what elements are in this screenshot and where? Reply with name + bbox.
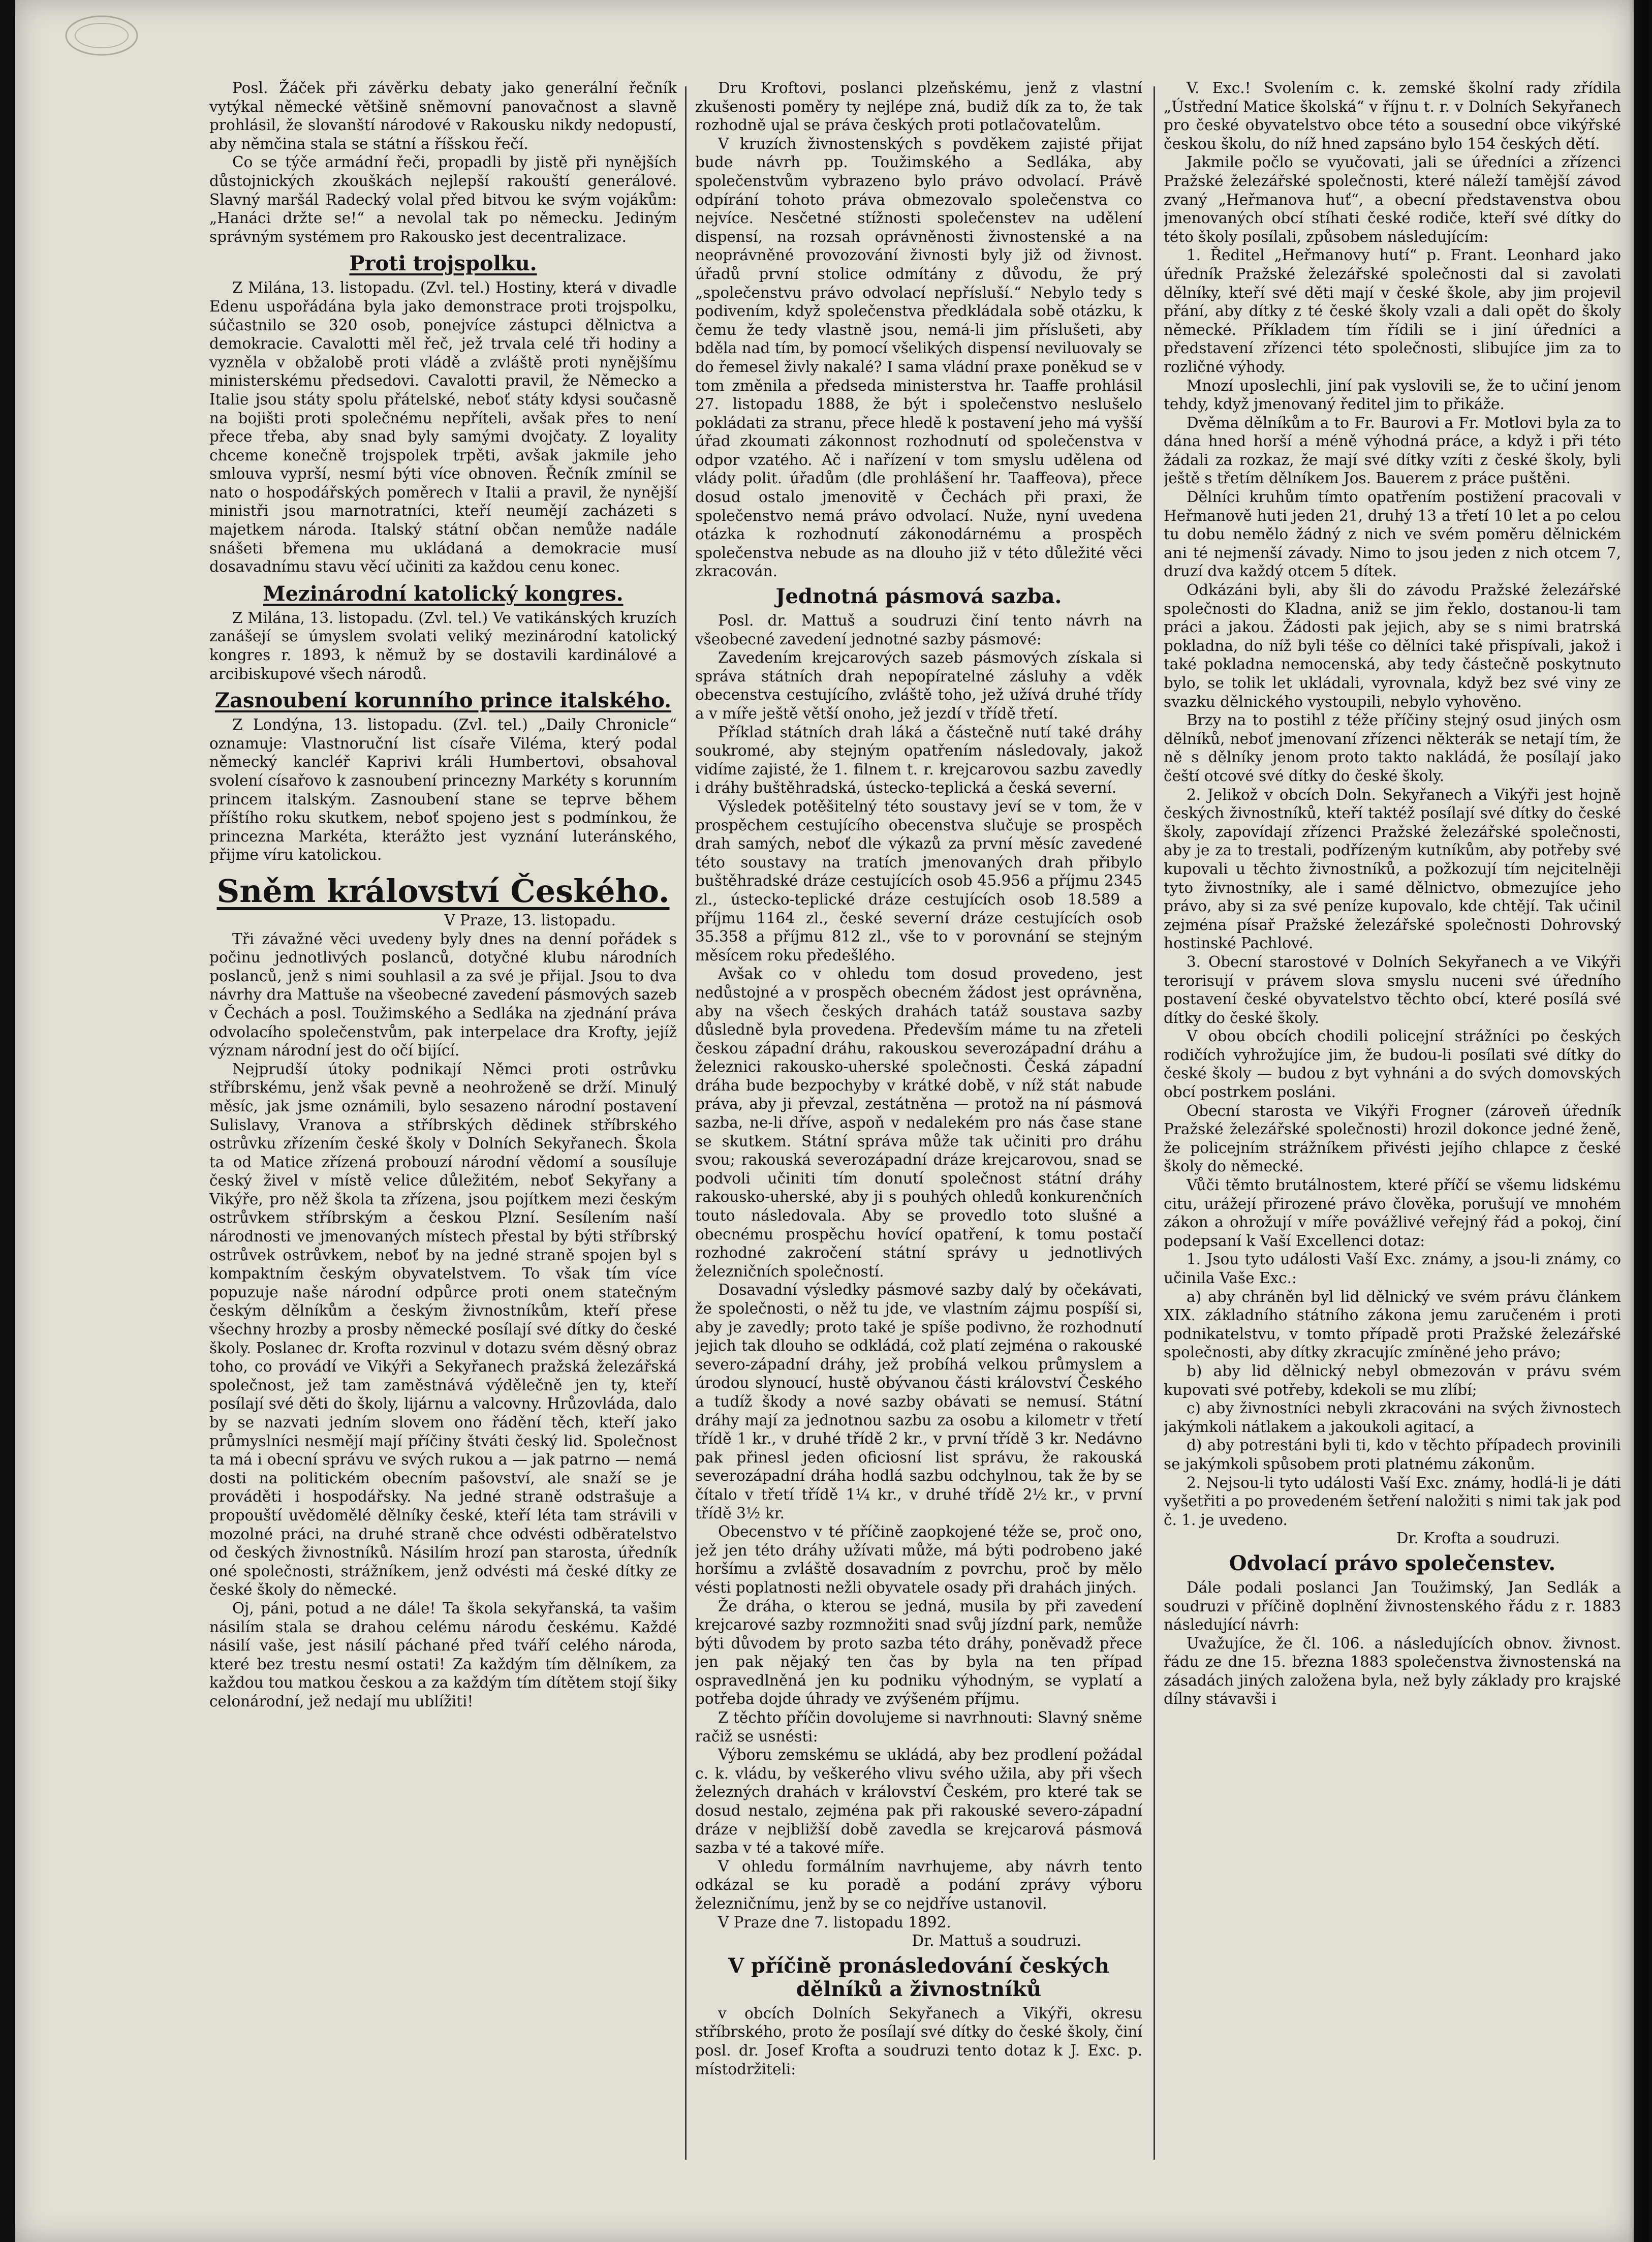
paragraph: Z Londýna, 13. listopadu. (Zvl. tel.) „Daily Chronicle“ oznamuje: Vlastnoruční list císaře Viléma, který podal německý kancléř Kaprivi králi Humbertovi, obsahoval svolení císařovo k zasnoubení princezny Markéty s korunním princem italským. Zasnoubení stane se teprve během příštího roku skutkem, neboť spojeno jest s podmínkou, že princezna Markéta, kterážto jest vyznání luteránského, přijme víru katolickou.	[209, 716, 677, 864]
column-rule-2	[1154, 86, 1155, 2160]
paragraph: Nejprudší útoky podnikají Němci proti ostrůvku stříbrskému, jenž však pevně a neohroženě se drží. Minulý měsíc, jak jsme oznámili, bylo sesazeno národní postavení Sulislavy, Vranova a stříbrských dědinek stříbrského ostrůvku zřízením české školy v Dolních Sekyřanech. Škola ta od Matice zřízená probouzí národní vědomí a sousíluje český živel v místě velice důležitém, neboť Sekyřany a Vikýře, pro něž škola ta zřízena, jsou pojítkem mezi českým ostrůvkem stříbrským a českou Plzní. Sesílením naší národnosti ve jmenovaných místech přestal by býti stříbrský ostrůvek ostrůvkem, neboť by na jedné straně spojen byl s kompaktním českým obyvatelstvem. To však tím více popuzuje naše národní odpůrce proti onem statečným českým dělníkům a českým živnostníkům, kteří přese všechny hrozby a prosby německé posílají své dítky do české školy. Poslanec dr. Krofta rozvinul v dotazu svém děsný obraz toho, co provádí ve Vikýři a Sekyřanech pražská železářská společnost, jež tam zaměstnává výdělečně jen ty, kteří posílají své děti do školy, lijárnu a valcovny. Hrůzovláda, dalo by se nazvati jedním slovem ono řádění těch, kteří jako průmyslníci nesmějí mají příčiny štváti český lid. Společnost ta má i obecní správu ve svých rukou a — jak patrno — nemá dosti na politickém obecním pašovství, ale snaží se je prováděti i hospodářsky. Na jedné straně odstrašuje a propouští uvědomělé dělníky české, kteří léta tam strávili v mozolné práci, na druhé straně chce odvésti odběratelstvo od českých živnostníků. Násilím hrozí pan starosta, úředník oné společnosti, strážníkem, jenž odvésti má české dítky ze české školy do německé.	[209, 1060, 677, 1599]
page-edge-shadow	[1629, 0, 1649, 2242]
paragraph: Zavedením krejcarových sazeb pásmových získala si správa státních drah nepopíratelné zásluhy a vděk obecenstva cestujícího, zvláště toho, jež užívá druhé třídy a v míře ještě větší onoho, jež jezdí v třídě třetí.	[695, 649, 1142, 722]
paragraph: Výsledek potěšitelný této soustavy jeví se v tom, že v prospěchem cestujícího obecenstva slučuje se prospěch drah samých, neboť dle výkazů za první měsíc zavedené této soustavy na tratích jmenovaných drah přibylo buštěhradské dráze cestujících osob 45.956 a příjmu 2345 zl., ústecko-teplické dráze cestujících osob 18.589 a příjmu 1164 zl., české severní dráze cestujících osob 35.358 a příjmu 812 zl., vše to v porovnání se stejným měsícem roku předešlého.	[695, 797, 1142, 964]
paragraph: Uvažujíce, že čl. 106. a následujících obnov. živnost. řádu ze dne 15. března 1883 společenstva živnostenská na zásadách jiných založena byla, než byly základy pro krajské dílny stávavši i	[1164, 1634, 1621, 1708]
paragraph: 2. Nejsou-li tyto události Vaší Exc. známy, hodlá-li je dáti vyšetřiti a po provedeném šetření naložiti s nimi tak jak pod č. 1. je uvedeno.	[1164, 1474, 1621, 1529]
paragraph: Obecenstvo v té příčině zaopkojené téže se, proč ono, jež jen této dráhy užívati může, má býti podrobeno jaké horšímu a zvláště dosavadním z povrchu, proč by mělo vésti poplatnosti nežli obyvatele osady při drahách jiných.	[695, 1523, 1142, 1596]
paragraph: Z těchto příčin dovolujeme si navrhnouti: Slavný sněme račiž se usnésti:	[695, 1709, 1142, 1745]
signature: Dr. Mattuš a soudruzi.	[912, 1932, 1081, 1950]
column-2	[695, 79, 1142, 2152]
library-stamp	[61, 10, 142, 61]
paragraph: Posl. dr. Mattuš a soudruzi činí tento návrh na všeobecné zavedení jednotné sazby pásmové:	[695, 612, 1142, 648]
paragraph: 1. Ředitel „Heřmanovy hutí“ p. Frant. Leonhard jako úředník Pražské železářské společnosti dal si zavolati dělníky, kteří své děti mají v české škole, aby jim projevil přání, aby dítky z té české školy vzali a dali opět do školy německé. Příkladem tím řídili se i jiní úředníci a představení zřízenci této společnosti, slibujíce jim za to rozličné výhody.	[1164, 246, 1621, 376]
paragraph: Dále podali poslanci Jan Toužimský, Jan Sedlák a soudruzi v příčině doplnění živnostenského řádu z r. 1883 následující návrh:	[1164, 1578, 1621, 1634]
article-heading: Zasnoubení korunního prince italského.	[214, 689, 672, 713]
column-1	[209, 79, 677, 2152]
article-heading: Jednotná pásmová sazba.	[775, 584, 1062, 609]
paragraph: V kruzích živnostenských s povděkem zajisté přijat bude návrh pp. Toužimského a Sedláka, aby společenstvům vybrazeno bylo právo odvolací. Právě odpírání tohoto práva obmezovalo společenstva co nejvíce. Nesčetné stížnosti společenstev na udělení dispensí, na rozsah oprávněnosti živnostenské a na neoprávněné provozování živnosti byly již od živnost. úřadů první stolice odmítány z důvodu, že prý „společenstvu právo odvolací nepřísluší.“ Nebylo tedy s podivením, když společenstva předkládala sobě otázku, k čemu že tedy vlastně jsou, nemá-li jim příslušeti, aby bděla nad tím, by pomocí všelikých dispensí neviluovaly se do řemesel živly nakalé? I sama vládní praxe poněkud se v tom změnila a předseda ministerstva hr. Taaffe prohlásil 27. listopadu 1888, že být i společenstvo neslušelo pokládati za stranu, přece hledě k postavení jeho má vyšší úřad zkoumati zákonnost rozhodnutí od společenstva v odpor vzatého. Ač i nařízení v tom smyslu udělena od vlády polit. úřadům (dle prohlášení hr. Taaffeova), přece dosud ostalo jmenovitě v Čechách při praxi, že společenstvo nemá právo odvolací. Nuže, nyní uvedena otázka k rozhodnutí zákonodárnému a prospěch společenstva nebude as na dlouho již v této důležité věci zkracován.	[695, 135, 1142, 580]
section-heading: Sněm království Českého.	[216, 872, 670, 910]
paragraph: Mnozí uposlechli, jiní pak vyslovili se, že to učiní jenom tehdy, když jmenovaný ředitel jim to přikáže.	[1164, 377, 1621, 413]
paragraph: Oj, páni, potud a ne dále! Ta škola sekyřanská, ta vašim násilím stala se drahou celému národu českému. Každé násilí vaše, jest násilí páchané před tváří celého národa, které bez trestu nesmí ostati! Za každým tím dělníkem, za každou tou matkou českou a za každým tím dítětem stojí šiky celonárodní, jež nedají mu ublížiti!	[209, 1599, 677, 1710]
paragraph: Avšak co v ohledu tom dosud provedeno, jest nedůstojné a v prospěch obecném žádost jest oprávněna, aby na všech českých drahách tatáž soustava sazby důsledně byla provedena. Především máme tu na zřeteli českou západní dráhu, rakouskou severozápadní dráhu a železnici rakousko-uherské společnosti. Česká západní dráha bude bezpochyby v krátké době, v níž stát nabude práva, aby ji převzal, zestátněna — protož na ní pásmová sazba, ne-li dříve, aspoň v nedalekém pro nás čase stane se skutkem. Státní správa může tak učiniti pro dráhu svou; rakouská severozápadní dráze krejcarovou, snad se podvoli učiniti tím donutí společnost státní dráhy rakousko-uherské, aby ji s pouhých ohledů konkurenčních touto následovala. Aby se provedlo toto slušné a obecnému prospěchu hovící opatření, k tomu postačí rozhodné zakročení státní správy u jednotlivých železničních společností.	[695, 965, 1142, 1280]
signature: Dr. Krofta a soudruzi.	[1396, 1530, 1560, 1547]
paragraph: Výboru zemskému se ukládá, aby bez prodlení požádal c. k. vládu, by veškerého vlivu svého užila, aby při všech železných drahách v království Českém, pro které tak se dosud nestalo, zejména pak při rakouské severo-západní dráze v nejbližší době zavedla se krejcarová pásmová sazba v té a takové míře.	[695, 1746, 1142, 1857]
column-3	[1164, 79, 1621, 2152]
paragraph: d) aby potrestáni byli ti, kdo v těchto případech provinili se jakýmkoli spůsobem proti platnému zákonům.	[1164, 1437, 1621, 1473]
paragraph: Dosavadní výsledky pásmové sazby dalý by očekávati, že společnosti, o něž tu jde, ve vlastním zájmu pospíší si, aby je zavedly; proto také je spíše podivno, že rozhodnutí jejich tak dlouho se odkládá, což platí zejména o rakouské severo-západní dráhy, jež probíhá velkou průmyslem a úrodou slynoucí, hustě obývanou části království Českého a tudíž škody a nové sazby obávati se nemusí. Státní dráhy mají za jednotnou sazbu za osobu a kilometr v třetí třídě 1 kr., v druhé třídě 2 kr., v první třídě 3 kr. Nedávno pak přinesl jeden oficiosní list správu, že rakouská severozápadní dráha hodlá sazbu odchylnou, tak že by se čítalo v třetí třídě 1¼ kr., v druhé třídě 2½ kr., v první třídě 3½ kr.	[695, 1281, 1142, 1522]
paragraph: c) aby živnostníci nebyli zkracováni na svých živnostech jakýmkoli nátlakem a jakoukoli agitací, a	[1164, 1399, 1621, 1436]
paragraph: Odkázáni byli, aby šli do závodu Pražské železářské společnosti do Kladna, aniž se jim řeklo, dostanou-li tam práci a jakou. Žádosti pak jejich, aby se s nimi bratrská pokladna, do níž byli téše co dělníci také přispívali, jakož i také pokladna nemocenská, aby tedy částečně poskytnuto bylo, se tolik let ukládali, vyrovnala, když bez své viny ze svazku dělnického vystoupili, nebylo vyhověno.	[1164, 581, 1621, 710]
newspaper-page	[15, 0, 1634, 2242]
paragraph: Tři závažné věci uvedeny byly dnes na denní pořádek s počinu jednotlivých poslanců, dotyčné klubu národních poslanců, jenž s nimi souhlasil a za své je přijal. Jsou to dva návrhy dra Mattuše na všeobecné zavedení pásmových sazeb v Čechách a posl. Toužimského a Sedláka na zjednání práva odvolacího společenstvům, pak interpelace dra Krofty, jejíž význam národní jest do očí bijící.	[209, 930, 677, 1060]
paragraph: a) aby chráněn byl lid dělnický ve svém právu článkem XIX. základního státního zákona jemu zaručeném i proti podnikatelstvu, v tomto případě proti Pražské železářské společnosti, aby dítky zkracujíc zmíněné jeho právo;	[1164, 1288, 1621, 1361]
paragraph: Dělníci kruhům tímto opatřením postižení pracovali v Heřmanově huti jeden 21, druhý 13 a třetí 10 let a po celou tu dobu nemělo žádný z nich ve svém poměru dělnickém ani té nejmenší závady. Nimo to jsou jeden z nich otcem 7, druzí dva každý otcem 5 dítek.	[1164, 488, 1621, 580]
paragraph: Obecní starosta ve Vikýři Frogner (zároveň úředník Pražské železářské společnosti) hrozil dokonce jedné ženě, že policejním strážníkem přivésti jejího chlapce z české školy do německé.	[1164, 1102, 1621, 1175]
paragraph: v obcích Dolních Sekyřanech a Vikýři, okresu stříbrského, proto že posílají své dítky do české školy, činí posl. dr. Josef Krofta a soudruzi tento dotaz k J. Exc. p. místodržiteli:	[695, 2004, 1142, 2078]
dateline: V Praze, 13. listopadu.	[444, 911, 616, 929]
paragraph: b) aby lid dělnický nebyl obmezován v právu svém kupovati své potřeby, kdekoli se mu zlíbí;	[1164, 1362, 1621, 1398]
column-rule-1	[685, 86, 687, 2160]
paragraph: V obou obcích chodili policejní strážníci po českých rodičích vyhrožujíce jim, že budou-li posílati své dítky do české školy — budou z byt vyhnáni a do svých domovských obcí postrkem posláni.	[1164, 1027, 1621, 1101]
paragraph: 1. Jsou tyto události Vaší Exc. známy, a jsou-li známy, co učinila Vaše Exc.:	[1164, 1251, 1621, 1287]
paragraph: Dvěma dělníkům a to Fr. Baurovi a Fr. Motlovi byla za to dána hned horší a méně výhodná práce, a když i při této žádali za rozkaz, že mají své dítky vzíti z české školy, byli ještě s třetím dělníkem Jos. Bauerem z práce puštěni.	[1164, 414, 1621, 487]
paragraph: Vůči těmto brutálnostem, které příčí se všemu lidskému citu, urážejí přirozené právo člověka, porušují ve mnohém zákon a ohrožují v míře povážlivé veřejný řád a pokoj, činí podepsaní k Vaší Excellenci dotaz:	[1164, 1176, 1621, 1250]
paragraph: V Praze dne 7. listopadu 1892.	[718, 1913, 951, 1931]
paragraph: 2. Jelikož v obcích Doln. Sekyřanech a Vikýři jest hojně českých živnostníků, kteří taktéž posílají své dítky do české školy, zapovídají zřízenci Pražské železářské společnosti, aby je za to trestali, podřízeným kutníkům, aby potřeby své kupovali u těchto živnostníků, a požkozují tím nejcitelněji tyto živnostníky, ale i samé dělnictvo, obmezujíce jeho právo, aby si za své peníze kupovalo, kde chtějí. Tak učinil zejména písař Pražské železářské společnosti Dohrovský hostinské Pachlové.	[1164, 786, 1621, 952]
paragraph: V. Exc.! Svolením c. k. zemské školní rady zřídila „Ústřední Matice školská“ v říjnu t. r. v Dolních Sekyřanech pro české obyvatelstvo obce této a sousední obce vikýřské českou školu, do níž hned zapsáno bylo 154 českých dětí.	[1164, 79, 1621, 152]
paragraph: 3. Obecní starostové v Dolních Sekyřanech a ve Vikýři terorisují v právem slova smyslu nuceni své úředního postavení české obyvatelstvo těchto obcí, které posílá své dítky do české školy.	[1164, 953, 1621, 1026]
paragraph: Dru Kroftovi, poslanci plzeňskému, jenž z vlastní zkušenosti poměry ty nejlépe zná, budiž dík za to, že tak rozhodně ujal se práva českých proti potlačovatelům.	[695, 79, 1142, 134]
article-heading: Mezinárodní katolický kongres.	[263, 581, 624, 606]
paragraph: Z Milána, 13. listopadu. (Zvl. tel.) Ve vatikánských kruzích zanášejí se úmyslem svolati veliký mezinárodní katolický kongres r. 1893, k němuž by se dostavili kardinálové a arcibiskupové všech národů.	[209, 609, 677, 682]
paragraph: Posl. Žáček při závěrku debaty jako generální řečník vytýkal německé většině sněmovní panovačnost a slavně prohlásil, že slovanští národové v Rakousku nikdy nedopustí, aby němčina stala se státní a říšskou řečí.	[209, 79, 677, 152]
article-heading: V příčině pronásledování českých dělníků a živnostníků	[728, 1953, 1109, 2001]
paragraph: V ohledu formálním navrhujeme, aby návrh tento odkázal se ku poradě a podání zprávy výboru železničnímu, jenž by se co nejdříve ustanovil.	[695, 1857, 1142, 1912]
paragraph: Z Milána, 13. listopadu. (Zvl. tel.) Hostiny, která v divadle Edenu uspořádána byla jako demonstrace proti trojspolku, súčastnilo se 320 osob, ponejvíce zástupci dělnictva a demokracie. Cavalotti měl řeč, jež trvala celé tři hodiny a vyzněla v obžalobě proti vládě a zvláště proti nynějšímu ministerskému předsedovi. Cavalotti pravil, že Německo a Italie jsou státy spolu přátelské, neboť státy kdysi současně na bojišti proti společnému nepříteli, avšak přes to není přece třeba, aby snad byly samými dvojčaty. Z loyality chceme konečně trojspolek trpěti, avšak jakmile jeho smlouva vyprší, nesmí býti více obnoven. Řečník zmínil se nato o hospodářských poměrech v Italii a pravil, že nynější ministři jsou marnotratníci, kteří neumějí zacházeti s majetkem národa. Italský státní občan nemůže nadále snášeti břemena mu ukládaná a demokracie musí dosavadnímu stavu věcí učiniti za každou cenu konec.	[209, 279, 677, 576]
paragraph: Že dráha, o kterou se jedná, musila by při zavedení krejcarové sazby rozmnožiti snad svůj jízdní park, nemůže býti důvodem by proto sazba této dráhy, poněvadž přece jen pak nějaký ten čas by byla na ten případ ospravedlněná jen ku podniku výhodným, se vyplatí a potřeba dojde úhrady ve zvýšeném příjmu.	[695, 1597, 1142, 1708]
paragraph: Příklad státních drah láká a částečně nutí také dráhy soukromé, aby stejným opatřením následovaly, jakož vidíme zajisté, že 1. filnem t. r. krejcarovou sazbu zavedly i dráhy buštěhradská, ústecko-teplická a česká severní.	[695, 723, 1142, 797]
article-heading: Odvolací právo společenstev.	[1229, 1551, 1556, 1575]
paragraph: Brzy na to postihl z téže příčiny stejný osud jiných osm dělníků, neboť jmenovaní zřízenci některák se netají tím, že ně s dělníky jenom proto takto nakládá, že posílají jako čeští otcové své dítky do české školy.	[1164, 711, 1621, 785]
paragraph: Co se týče armádní řeči, propadli by jistě při nynějších důstojnických zkouškách nejlepší rakouští generálové. Slavný maršál Radecký volal před bitvou ke svým vojákům: „Hanáci držte se!“ a nevolal tak po německu. Jediným správným systémem pro Rakousko jest decentralizace.	[209, 153, 677, 245]
paragraph: Jakmile počlo se vyučovati, jali se úředníci a zřízenci Pražské železářské společnosti, které náleží tamější závod zvaný „Heřmanova huť“, a obecní představenstva obou jmenovaných obcí stíhati české rodiče, kteří své dítky do této školy posílali, způsobem následujícím:	[1164, 153, 1621, 245]
article-heading: Proti trojspolku.	[349, 252, 537, 276]
